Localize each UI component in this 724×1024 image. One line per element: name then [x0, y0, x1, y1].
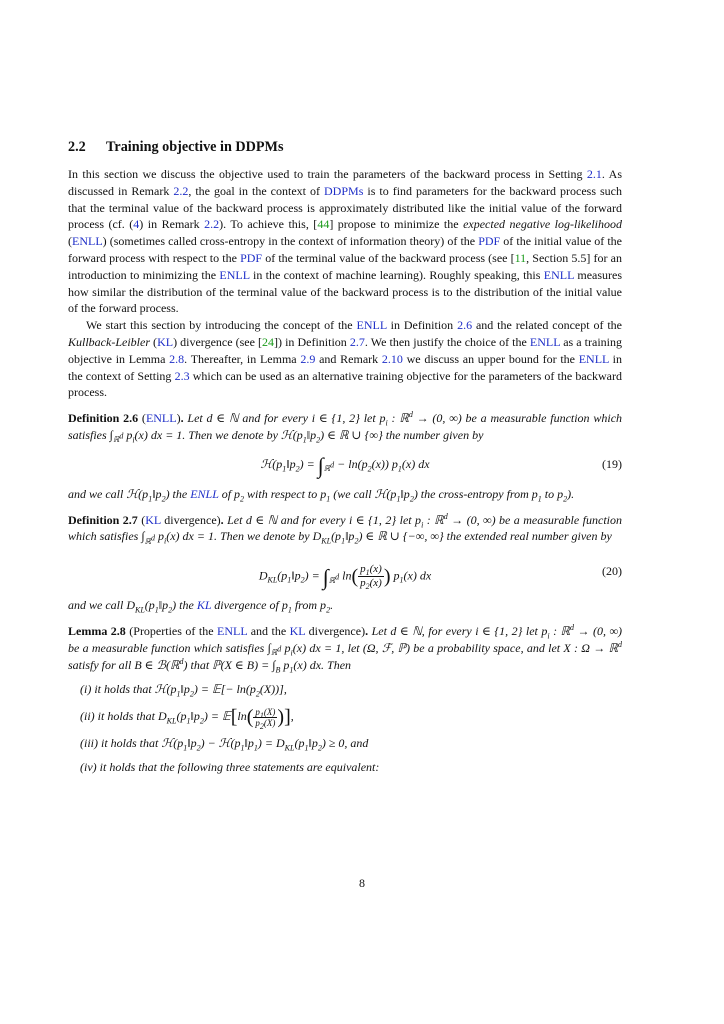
link-kl-2[interactable]: KL — [145, 512, 161, 527]
link-enll-5[interactable]: ENLL — [529, 334, 561, 349]
lemma-2-8-items — [68, 681, 622, 776]
link-pdf-2[interactable]: PDF — [240, 250, 263, 265]
section-heading — [68, 138, 622, 156]
list-item: (iv) it holds that the following three statements are equivalent: — [80, 760, 380, 775]
link-enll-3[interactable]: ENLL — [543, 267, 574, 282]
equation-number-20: (20) — [602, 564, 622, 579]
list-item: (i) it holds that $ℋ(p_1‖p_2)$ = 𝔼[− $\ln(p_2(X))$], — [80, 682, 287, 699]
link-kl-3[interactable]: KL — [196, 598, 212, 613]
page-number: 8 — [359, 876, 365, 890]
link-kl[interactable]: KL — [157, 334, 174, 349]
link-remark-2-2b[interactable]: 2.2 — [204, 217, 220, 232]
link-lemma-2-9[interactable]: 2.9 — [300, 351, 316, 366]
cite-11[interactable]: 11 — [514, 250, 527, 265]
equation-number-19: (19) — [602, 456, 622, 471]
link-enll-6[interactable]: ENLL — [578, 351, 609, 366]
list-item: (ii) it holds that $D_{KL}(p_1‖p_2)$ = 𝔼[ln( $\frac{p_1(X)}{p_2(X)}$ )], — [80, 706, 294, 731]
link-enll-7[interactable]: ENLL — [145, 411, 177, 426]
link-remark-2-2[interactable]: 2.2 — [173, 183, 189, 198]
definition-2-6-tail: and we call $ℋ(p_1‖p_2)$ the ENLL of $p_2$ with respect to $p_1$ (we call $ℋ(p_1‖p_2)$ the cross-entropy from $p_1$ to $p_2$). — [68, 486, 575, 504]
equation-20: $D_{KL}(p_1‖p_2) = \int_{ℝ^d}$ ln( $\frac{p_1(x)}{p_2(x)}$ ) $p_1(x)$ dx (20) — [258, 563, 622, 592]
definition-2-7: Definition 2.7 (KL divergence). Let d ∈ ℕ and for every i ∈ {1, 2} let $p_i$ : ℝ$^d$ → (0, ∞) be a measurable function which satisfies $\int_{ℝ^d}$ $p_i(x)$ dx = 1. Then we denote by $D_{KL}(p_1‖p_2)$ ∈ ℝ ∪ {−∞, ∞} the extended real number given by — [68, 511, 622, 546]
section-number: 2.2 — [68, 139, 86, 155]
link-enll-4[interactable]: ENLL — [356, 318, 387, 333]
section-title: Training objective in DDPMs — [106, 139, 284, 155]
paper-page — [68, 138, 622, 783]
link-enll-9[interactable]: ENLL — [217, 623, 248, 638]
link-setting-2-1[interactable]: 2.1 — [586, 167, 602, 181]
cite-44[interactable]: 44 — [317, 217, 330, 232]
link-def-2-6[interactable]: 2.6 — [457, 318, 473, 333]
link-pdf[interactable]: PDF — [478, 234, 501, 249]
lemma-2-8: Lemma 2.8 (Properties of the ENLL and the KL divergence). Let d ∈ ℕ, for every i ∈ {1, 2} let $p_i$ : ℝ$^d$ → (0, ∞) be a measurable function which satisfies $\int_{ℝ^d}$ $p_i(x)$ dx = 1, let (Ω, ℱ, ℙ) be a probability space, and let X : Ω → ℝ$^d$ satisfy for all B ∈ ℬ(ℝ$^d$) that ℙ(X ∈ $B) = \int_B$ $p_1(x)$ dx. Then — [68, 622, 623, 674]
link-def-2-7[interactable]: 2.7 — [349, 334, 365, 349]
equation-19: $ℋ(p_1‖p_2) = \int_{ℝ^d} - \ln(p_2(x))$ $p_1(x)$ dx (19) — [260, 452, 622, 478]
second-paragraph: We start this section by introducing the concept of the ENLL in Definition 2.6 and the related concept of the Kullback-Leibler (KL) divergence (see [24]) in Definition 2.7. We then justify the choice of the ENLL as a training objective in Lemma 2.8. Thereafter, in Lemma 2.9 and Remark 2.10 we discuss an upper bound for the ENLL in the context of Setting 2.3 which can be used as an alternative training objective for the parameters of the backward process. — [68, 318, 623, 400]
intro-paragraph: In this section we discuss the objective used to train the parameters of the backward process in Setting 2.1. As discussed in Remark 2.2, the goal in the context of DDPMs is to find parameters for the backward process such that the terminal value of the backward process is approximately distributed like the initial value of the forward process (cf. (4) in Remark 2.2). To achieve this, [44] propose to minimize the expected negative log-likelihood (ENLL) (sometimes called cross-entropy in the context of information theory) of the PDF of the initial value of the forward process with respect to the PDF of the terminal value of the backward process (see [11, Section 5.5] for an introduction to minimizing the ENLL in the context of machine learning). Roughly speaking, this ENLL measures how similar the distribution of the terminal value of the backward process is to the distribution of the initial value of the forward process. — [68, 167, 623, 316]
link-eq-4[interactable]: 4 — [133, 217, 140, 232]
link-enll-8[interactable]: ENLL — [190, 486, 219, 501]
definition-2-7-tail: and we call $D_{KL}(p_1‖p_2)$ the KL divergence of $p_1$ from $p_2$. — [68, 598, 334, 615]
link-lemma-2-8[interactable]: 2.8 — [169, 351, 185, 366]
link-kl-4[interactable]: KL — [289, 623, 306, 638]
link-enll-2[interactable]: ENLL — [219, 267, 250, 282]
list-item: (iii) it holds that $ℋ(p_1‖p_2)$ − $ℋ(p_1‖p_1)$ = $D_{KL}(p_1‖p_2) \ge 0$, and — [80, 736, 369, 753]
cite-24[interactable]: 24 — [262, 334, 275, 349]
link-setting-2-3[interactable]: 2.3 — [174, 368, 190, 383]
link-ddpms[interactable]: DDPMs — [324, 183, 364, 198]
link-enll[interactable]: ENLL — [72, 234, 103, 249]
definition-2-6: Definition 2.6 (ENLL). Let d ∈ ℕ and for every i ∈ {1, 2} let $p_i$ : ℝ$^d$ → (0, ∞) be a measurable function which satisfies $\int_{ℝ^d}$ $p_i(x)$ dx = 1. Then we denote by $ℋ(p_1‖p_2)$ ∈ ℝ ∪ {∞} the number given by — [68, 410, 623, 445]
link-remark-2-10[interactable]: 2.10 — [381, 351, 403, 366]
